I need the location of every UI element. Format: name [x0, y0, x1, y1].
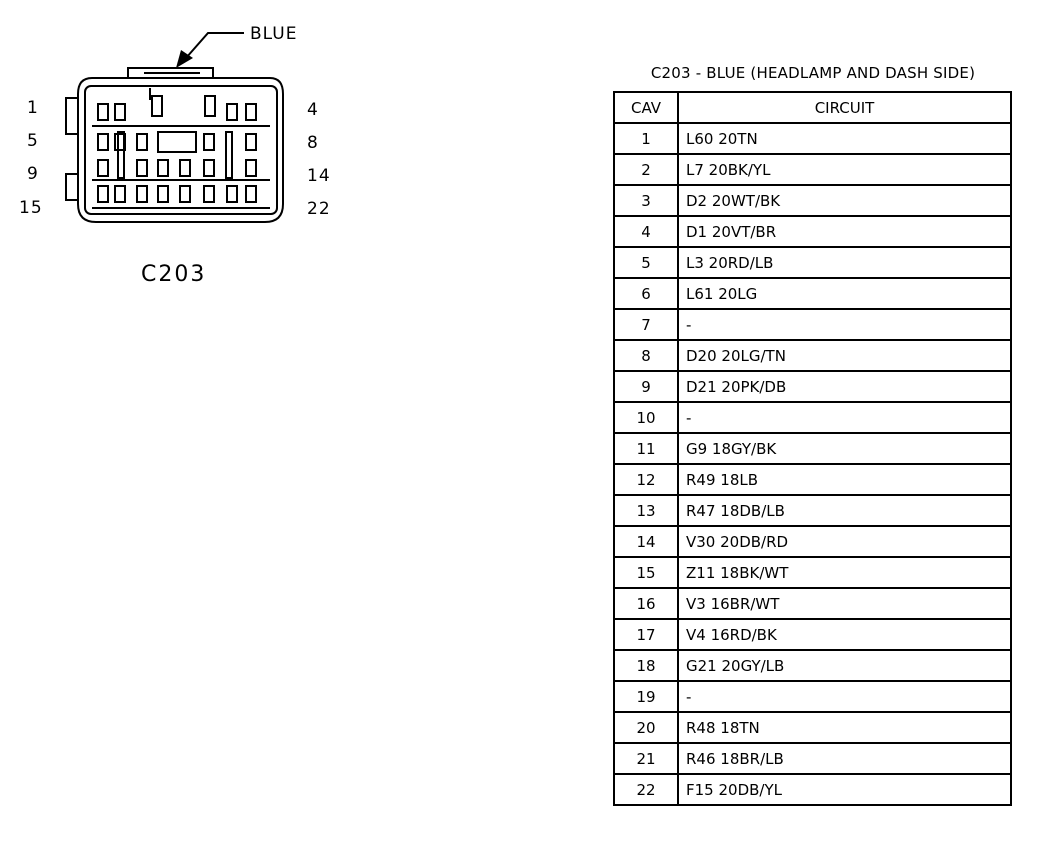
cavity-circuit-table	[613, 91, 1012, 806]
pin-label-right-2: 8	[307, 133, 319, 153]
table-row	[614, 743, 1011, 774]
circuit-cell: G9 18GY/BK	[678, 433, 1011, 464]
cav-cell: 1	[614, 123, 678, 154]
cav-cell: 18	[614, 650, 678, 681]
table-row	[614, 588, 1011, 619]
cav-cell: 9	[614, 371, 678, 402]
cav-cell: 11	[614, 433, 678, 464]
header-cav: CAV	[614, 92, 678, 123]
connector-drawing	[0, 0, 360, 300]
circuit-cell: R49 18LB	[678, 464, 1011, 495]
pin-label-left-4: 15	[19, 198, 43, 218]
cav-cell: 6	[614, 278, 678, 309]
cav-cell: 7	[614, 309, 678, 340]
connector-color-label: BLUE	[250, 24, 298, 44]
pin-label-right-1: 4	[307, 100, 319, 120]
table-row	[614, 464, 1011, 495]
cav-cell: 12	[614, 464, 678, 495]
circuit-cell: D2 20WT/BK	[678, 185, 1011, 216]
connector-name: C203	[141, 262, 207, 287]
circuit-cell: R46 18BR/LB	[678, 743, 1011, 774]
table-row	[614, 123, 1011, 154]
table-row	[614, 712, 1011, 743]
table-row	[614, 650, 1011, 681]
table-row	[614, 681, 1011, 712]
cav-cell: 4	[614, 216, 678, 247]
table-row	[614, 278, 1011, 309]
table-row	[614, 216, 1011, 247]
circuit-cell: L3 20RD/LB	[678, 247, 1011, 278]
cav-cell: 8	[614, 340, 678, 371]
table-row	[614, 619, 1011, 650]
circuit-cell: R48 18TN	[678, 712, 1011, 743]
pin-label-right-3: 14	[307, 166, 331, 186]
cav-cell: 10	[614, 402, 678, 433]
cav-cell: 22	[614, 774, 678, 805]
circuit-cell: F15 20DB/YL	[678, 774, 1011, 805]
circuit-cell: R47 18DB/LB	[678, 495, 1011, 526]
connector-diagram	[0, 0, 360, 300]
pin-label-right-4: 22	[307, 199, 331, 219]
table-row	[614, 526, 1011, 557]
pin-label-left-1: 1	[27, 98, 39, 118]
table-row	[614, 309, 1011, 340]
table-title: C203 - BLUE (HEADLAMP AND DASH SIDE)	[650, 64, 976, 82]
cav-cell: 2	[614, 154, 678, 185]
color-callout-arrow	[176, 33, 244, 68]
circuit-cell: D21 20PK/DB	[678, 371, 1011, 402]
table-row	[614, 557, 1011, 588]
circuit-cell: G21 20GY/LB	[678, 650, 1011, 681]
circuit-cell: V4 16RD/BK	[678, 619, 1011, 650]
table-row	[614, 154, 1011, 185]
circuit-cell: -	[678, 309, 1011, 340]
pin-label-left-3: 9	[27, 164, 39, 184]
cav-cell: 13	[614, 495, 678, 526]
circuit-cell: V30 20DB/RD	[678, 526, 1011, 557]
circuit-cell: Z11 18BK/WT	[678, 557, 1011, 588]
cav-cell: 21	[614, 743, 678, 774]
cav-cell: 16	[614, 588, 678, 619]
circuit-cell: -	[678, 402, 1011, 433]
cav-cell: 3	[614, 185, 678, 216]
circuit-cell: L60 20TN	[678, 123, 1011, 154]
table-row	[614, 774, 1011, 805]
table-header-row	[614, 92, 1011, 123]
table-row	[614, 433, 1011, 464]
header-circuit: CIRCUIT	[678, 92, 1011, 123]
table-row	[614, 402, 1011, 433]
cav-cell: 17	[614, 619, 678, 650]
circuit-cell: L7 20BK/YL	[678, 154, 1011, 185]
table-row	[614, 340, 1011, 371]
cav-cell: 5	[614, 247, 678, 278]
cav-cell: 15	[614, 557, 678, 588]
table-row	[614, 495, 1011, 526]
circuit-cell: D20 20LG/TN	[678, 340, 1011, 371]
table-row	[614, 185, 1011, 216]
circuit-cell: L61 20LG	[678, 278, 1011, 309]
cav-cell: 14	[614, 526, 678, 557]
circuit-cell: V3 16BR/WT	[678, 588, 1011, 619]
table-row	[614, 371, 1011, 402]
cav-cell: 19	[614, 681, 678, 712]
cav-cell: 20	[614, 712, 678, 743]
circuit-cell: D1 20VT/BR	[678, 216, 1011, 247]
terminal-cavities	[92, 104, 270, 208]
table-row	[614, 247, 1011, 278]
pin-label-left-2: 5	[27, 131, 39, 151]
circuit-cell: -	[678, 681, 1011, 712]
